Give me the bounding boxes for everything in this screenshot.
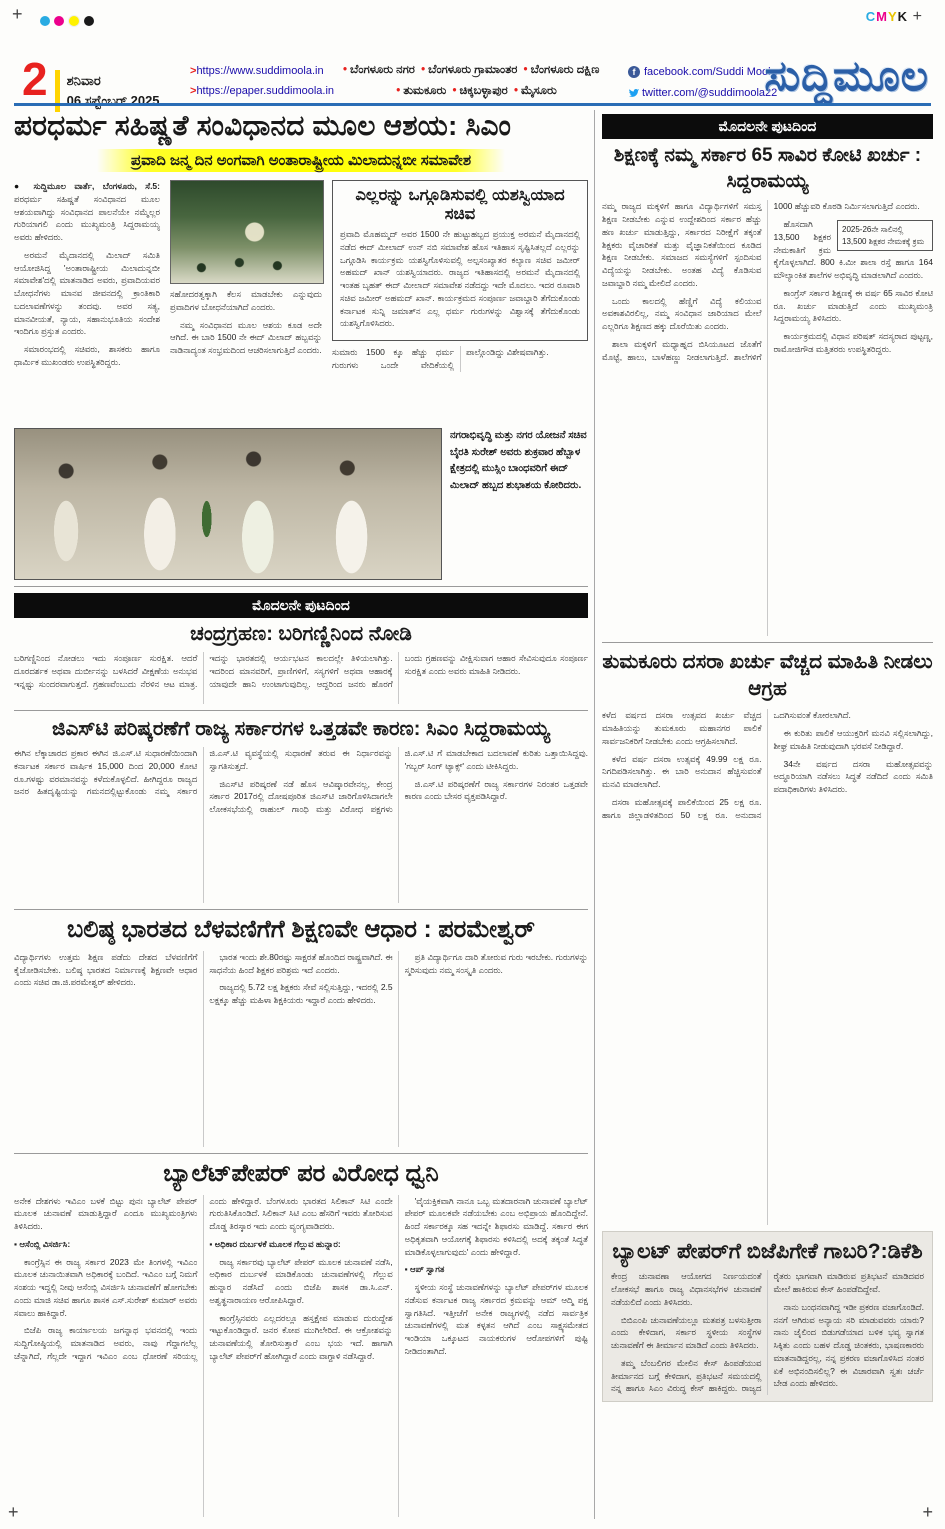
bullet-icon: • — [396, 84, 401, 97]
gst-body — [14, 747, 588, 903]
social-links — [628, 62, 777, 104]
twitter-handle[interactable]: twitter.com/@suddimoola22 — [642, 86, 778, 99]
epaper-url[interactable]: https://epaper.suddimoola.in — [196, 84, 335, 97]
subhead-bullet-icon: ▪ — [404, 1264, 411, 1275]
moon-body — [14, 652, 588, 704]
gst-headline: ಜಿಎಸ್‌ಟಿ ಪರಿಷ್ಕರಣೆಗೆ ರಾಜ್ಯ ಸರ್ಕಾರಗಳ ಒತ್ತಡವೇ ಕಾರಣ: ಸಿಎಂ ಸಿದ್ದರಾಮಯ್ಯ — [52, 718, 550, 740]
parameshwar-paragraph: ವಿದ್ಯಾರ್ಥಿಗಳು ಉತ್ತಮ ಶಿಕ್ಷಣ ಪಡೆದು ದೇಶದ ಬೆಳವಣಿಗೆಗೆ ಕೈಜೋಡಿಸಬೇಕು. ಬಲಿಷ್ಠ ಭಾರತದ ನಿರ್ಮಾಣಕ್ಕೆ ಶಿಕ್ಷಣವೇ ಆಧಾರ ಎಂದು ಸಚಿವ ಡಾ.ಜಿ.ಪರಮೇಶ್ವರ್ ಹೇಳಿದರು. — [14, 951, 198, 988]
boxed-subarticle-text: ಪ್ರವಾದಿ ಮೊಹಮ್ಮದ್ ಅವರ 1500 ನೇ ಹುಟ್ಟುಹಬ್ಬದ ಪ್ರಯುಕ್ತ ಅರಮನೆ ಮೈದಾನದಲ್ಲಿ ನಡೆದ ಈದ್ ಮೀಲಾದ್ ಉನ್ ನಬಿ ಸಮಾವೇಶ ಹೊಸ ಇತಿಹಾಸ ಸೃಷ್ಟಿಸಿತಲ್ಲದೆ ಎಲ್ಲರನ್ನು ಒಗ್ಗೂಡಿಸಿ ಕಾರ್ಯಕ್ರಮ ಯಶಸ್ವಿಗೊಳಿಸುವಲ್ಲಿ ಅಲ್ಪಸಂಖ್ಯಾತರ ಕಲ್ಯಾಣ ಸಚಿವ ಜಮೀರ್ ಅಹಮದ್ ಖಾನ್ ಯಶಸ್ವಿಯಾದರು. ರಾಜ್ಯದ ಇತಿಹಾಸದಲ್ಲಿ ಅರಮನೆ ಮೈದಾನದಲ್ಲಿ ಇಂತಹ ಬೃಹತ್ ಈದ್ ಮೀಲಾದ್ ಸಮಾವೇಶ ನಡೆದದ್ದು ಇದೇ ಮೊದಲು. ಇದರ ರೂವಾರಿ ಸಚಿವ ಜಮೀರ್ ಅಹಮದ್ ಖಾನ್. ಕಾರ್ಯಕ್ರಮದ ಸಂಪೂರ್ಣ ಜವಾಬ್ದಾರಿ ತೆಗೆದುಕೊಂಡು ಕರ್ನಾಟಕ ಸುನ್ನಿ ಜಮಾತ್‌ನ ಎಲ್ಲ ಧರ್ಮ ಗುರುಗಳನ್ನು ವಿಶ್ವಾಸಕ್ಕೆ ತೆಗೆದುಕೊಂಡು ಯಶಸ್ವಿಗೊಳಿಸಿದರು. — [340, 229, 580, 329]
ballot-body — [14, 1195, 588, 1517]
divider — [14, 586, 588, 587]
dks-paragraph: ಕೇಂದ್ರ ಚುನಾವಣಾ ಆಯೋಗದ ನಿರ್ಣಯದಂತೆ ಲೋಕಸಭೆ ಹಾಗೂ ರಾಜ್ಯ ವಿಧಾನಸಭೆಗಳ ಚುನಾವಣೆ ನಡೆಯಲಿದೆ ಎಂದು ತಿಳಿಸಿದರು. — [611, 1271, 762, 1307]
education-paragraph: ಕಾಂಗ್ರೆಸ್ ಸರ್ಕಾರ ಶಿಕ್ಷಣಕ್ಕೆ ಈ ವರ್ಷ 65 ಸಾವಿರ ಕೋಟಿ ರೂ. ಖರ್ಚು ಮಾಡುತ್ತಿದೆ ಎಂದು ಮುಖ್ಯಮಂತ್ರಿ ಸಿದ್ದರಾಮಯ್ಯ ತಿಳಿಸಿದರು. — [773, 287, 933, 324]
cmyk-label — [866, 8, 923, 26]
divider — [14, 710, 588, 711]
education-headline: ಶಿಕ್ಷಣಕ್ಕೆ ನಮ್ಮ ಸರ್ಕಾರ 65 ಸಾವಿರ ಕೋಟಿ ಖರ್ಚು : ಸಿದ್ದರಾಮಯ್ಯ — [613, 145, 922, 192]
eid-greeting-photo-row — [14, 428, 588, 580]
from-first-page-bar: ಮೊದಲನೇ ಪುಟದಿಂದ — [14, 593, 588, 618]
ballot-paragraph: 'ವೈಯಕ್ತಿಕವಾಗಿ ನಾನೂ ಒಬ್ಬ ಮತದಾರನಾಗಿ ಚುನಾವಣೆ ಬ್ಯಾಲೆಟ್ ಪೇಪರ್ ಮೂಲಕವೇ ನಡೆಯಬೇಕು ಎಂಬ ಅಭಿಪ್ರಾಯ ಹೊಂದಿದ್ದೇನೆ. ಹಿಂದೆ ಸರ್ಕಾರಕ್ಕೂ ಸಹ ಇದನ್ನೇ ಶಿಫಾರಸು ಮಾಡಿದ್ದೆ. ಸರ್ಕಾರ ಈಗ ಅಧಿಕೃತವಾಗಿ ಆಯೋಗಕ್ಕೆ ಶಿಫಾರಸು ಕಳಿಸಿದಲ್ಲಿ ಅದಕ್ಕೆ ತಕ್ಕಂತೆ ಸಿದ್ಧತೆ ಮಾಡಿಕೊಳ್ಳಲಾಗುವುದು' ಎಂದು ಹೇಳಿದ್ದಾರೆ. — [404, 1195, 588, 1257]
divider — [14, 909, 588, 910]
lead-article — [14, 180, 588, 424]
education-paragraph: ಕಾರ್ಯಕ್ರಮದಲ್ಲಿ ವಿಧಾನ ಪರಿಷತ್ ಸದಸ್ಯರಾದ ಪುಟ್ಟಣ್ಣ, ರಾಮೋಜಿಗೌಡ ಮತ್ತಿತರರು ಉಪಸ್ಥಿತರಿದ್ದರು. — [773, 331, 933, 354]
tumkur-paragraph: 34ನೇ ವರ್ಷದ ದಸರಾ ಮಹೋತ್ಸವವನ್ನು ಅದ್ಧೂರಿಯಾಗಿ ನಡೆಸಲು ಸಿದ್ಧತೆ ನಡೆದಿದೆ ಎಂದು ಸಮಿತಿ ಪದಾಧಿಕಾರಿಗಳು ತಿಳಿಸಿದರು. — [773, 758, 933, 795]
cmyk-dots — [40, 12, 98, 30]
crop-mark-bottom-left: + — [8, 1502, 19, 1522]
lead-paragraph: ಸಮಾರಂಭದಲ್ಲಿ ಸಚಿವರು, ಶಾಸಕರು ಹಾಗೂ ಧಾರ್ಮಿಕ ಮುಖಂಡರು ಉಪಸ್ಥಿತರಿದ್ದರು. — [14, 344, 160, 367]
cmyk-k: K — [897, 9, 909, 24]
ballot-paragraph: ಕಾಂಗ್ರೆಸ್ಸಿನವರು ಎಲ್ಲದರಲ್ಲೂ ಹಸ್ತಕ್ಷೇಪ ಮಾಡುವ ದುರುದ್ದೇಶ ಇಟ್ಟುಕೊಂಡಿದ್ದಾರೆ. ಜನರ ಕೋಪ ಮುಗಿಲೇರಿದೆ. ಈ ಆಕ್ರೋಶವನ್ನು ಚುನಾವಣೆಯಲ್ಲಿ ತೋರಿಸುತ್ತಾರೆ ಎಂಬ ಭಯ ಇದೆ. ಹಾಗಾಗಿ ಬ್ಯಾಲೆಟ್ ಪೇಪರ್‌ಗೆ ಹೋಗಿದ್ದಾರೆ ಎಂದು ವಾಗ್ದಾಳಿ ನಡೆಸಿದ್ದಾರೆ. — [209, 1312, 393, 1361]
parameshwar-paragraph: ರಾಜ್ಯದಲ್ಲಿ 5.72 ಲಕ್ಷ ಶಿಕ್ಷಕರು ಸೇವೆ ಸಲ್ಲಿಸುತ್ತಿದ್ದು, ಇದರಲ್ಲಿ 2.5 ಲಕ್ಷಕ್ಕೂ ಹೆಚ್ಚು ಮಹಿಳಾ ಶಿಕ್ಷಕಿಯರು ಇದ್ದಾರೆ ಎಂದು ಹೇಳಿದರು. — [209, 982, 393, 1006]
ballot-paragraph: ಕಾಂಗ್ರೆಸ್ಸಿನ ಈ ರಾಜ್ಯ ಸರ್ಕಾರ 2023 ಮೇ ತಿಂಗಳಲ್ಲಿ ಇವಿಎಂ ಮೂಲಕ ಚುನಾಯಿತವಾಗಿ ಅಧಿಕಾರಕ್ಕೆ ಬಂದಿದೆ. ಇವಿಎಂ ಬಗ್ಗೆ ನಿಮಗೆ ಸಂಶಯ ಇದ್ದಲ್ಲಿ ನೀವು ಆಸೆಂಬ್ಲಿ ವಿಸರ್ಜಿಸಿ ಚುನಾವಣೆಗೆ ಹೋಗಬೇಕು ಎಂದು ಮಾಜಿ ಸಚಿವ ಹಾಗೂ ಶಾಸಕ ಎಸ್.ಸುರೇಶ್ ಕುಮಾರ್ ಅವರು ಸವಾಲು ಹಾಕಿದ್ದಾರೆ. — [14, 1256, 198, 1318]
parameshwar-paragraph: ಪ್ರತಿ ವಿದ್ಯಾರ್ಥಿಗೂ ದಾರಿ ತೋರುವ ಗುರು ಇರಬೇಕು. ಗುರುಗಳನ್ನು ಸ್ಮರಿಸುವುದು ನಮ್ಮ ಸಂಸ್ಕೃತಿ ಎಂದರು. — [404, 951, 588, 975]
photo1-caption: ಸಹೋದರತ್ವಕ್ಕಾಗಿ ಕೆಲಸ ಮಾಡಬೇಕು ಎನ್ನುವುದು ಪ್ರವಾದಿಗಳ ಬೋಧನೆಯಾಗಿದೆ ಎಂದರು. — [170, 289, 322, 312]
ballot-paragraph: ಅನೇಕ ದೇಶಗಳು ಇವಿಎಂ ಬಳಕೆ ಬಿಟ್ಟು ಪುನಃ ಬ್ಯಾಲೆಟ್ ಪೇಪರ್ ಮೂಲಕ ಚುನಾವಣೆ ಮಾಡುತ್ತಿದ್ದಾರೆ ಎಂದೂ ಮುಖ್ಯಮಂತ್ರಿಗಳು ತಿಳಿಸಿದರು. — [14, 1195, 198, 1232]
milad-convention-photo — [170, 180, 324, 284]
dks-body — [611, 1270, 924, 1395]
boxed-subarticle-body — [340, 228, 580, 330]
cmyk-m: M — [876, 9, 888, 24]
cyan-dot-icon — [40, 16, 50, 26]
location-bengaluru-dakshina: ಬೆಂಗಳೂರು ದಕ್ಷಿಣ — [530, 64, 600, 76]
parameshwar-paragraph: ಭಾರತ ಇಂದು ಶೇ.80ರಷ್ಟು ಸಾಕ್ಷರತೆ ಹೊಂದಿದ ರಾಷ್ಟ್ರವಾಗಿದೆ. ಈ ಸಾಧನೆಯ ಹಿಂದೆ ಶಿಕ್ಷಕರ ಪರಿಶ್ರಮ ಇದೆ ಎಂದರು. — [209, 951, 393, 975]
location-bengaluru-gramantara: ಬೆಂಗಳೂರು ಗ್ರಾಮಾಂತರ — [428, 64, 518, 76]
ballot-subhead — [405, 1263, 588, 1276]
location-bengaluru-nagara: ಬೆಂಗಳೂರು ನಗರ — [350, 64, 415, 76]
website-links — [190, 62, 334, 102]
locations-line-1 — [340, 60, 610, 81]
website-link-row — [190, 62, 334, 82]
lead-continuation — [332, 346, 588, 372]
website-url[interactable]: https://www.suddimoola.in — [196, 65, 324, 77]
bullet-icon: • — [513, 84, 518, 97]
tumkur-dasara-headline: ತುಮಕೂರು ದಸರಾ ಖರ್ಚು ವೆಚ್ಚದ ಮಾಹಿತಿ ನೀಡಲು ಆಗ್ರಹ — [602, 651, 933, 701]
parameshwar-body — [14, 951, 588, 1147]
moon-paragraph: ಬರಿಗಣ್ಣಿನಿಂದ ನೋಡಲು ಇದು ಸಂಪೂರ್ಣ ಸುರಕ್ಷಿತ. ಆದರೆ ದೂರದರ್ಶಕ ಅಥವಾ ದುರ್ಬೀನನ್ನು ಬಳಸಿದರೆ ವೀಕ್ಷಣೆಯ ಅನುಭವ ಇನ್ನಷ್ಟು ಸುಂದರವಾಗುತ್ತದೆ. ಗ್ರಹಣವೆಂಬುದು ನೆರಳಿನ ಆಟ ಮಾತ್ರ. ಇದನ್ನು ಭಾರತದಲ್ಲಿ ಆರ್ಯಭಟನ ಕಾಲದಲ್ಲೇ ತಿಳಿಯಲಾಗಿತ್ತು. ಇದರಿಂದ ಮಾನವರಿಗೆ, ಪ್ರಾಣಿಗಳಿಗೆ, ಸಸ್ಯಗಳಿಗೆ ಅಥವಾ ಆಹಾರಕ್ಕೆ ಯಾವುದೇ ಹಾನಿ ಉಂಟಾಗುವುದಿಲ್ಲ. ಆದ್ದರಿಂದ ಜನರು ಹೊರಗೆ ಬಂದು ಗ್ರಹಣವನ್ನು ವೀಕ್ಷಿಸುವಾಗ ಆಹಾರ ಸೇವಿಸುವುದೂ ಸಂಪೂರ್ಣ ಸುರಕ್ಷಿತ ಎಂದು ಅವರು ಮಾಹಿತಿ ನೀಡಿದರು. — [14, 653, 588, 689]
gst-paragraph: ಈಗಿನ ಲೆಕ್ಕಾಚಾರದ ಪ್ರಕಾರ ಈಗಿನ ಜಿ.ಎಸ್.ಟಿ ಸುಧಾರಣೆಯಿಂದಾಗಿ ಕರ್ನಾಟಕ ಸರ್ಕಾರ ವಾರ್ಷಿಕ 15,000 ದಿಂದ 20,000 ಕೋಟಿ ರೂ.ಗಳಷ್ಟು ವರಮಾನವನ್ನು ಕಳೆದುಕೊಳ್ಳಲಿದೆ. ಹೀಗಿದ್ದರೂ ರಾಜ್ಯದ ಜನರ ಹಿತದೃಷ್ಟಿಯನ್ನು ಗಮನದಲ್ಲಿಟ್ಟುಕೊಂಡು ನಮ್ಮ ಸರ್ಕಾರ ಜಿ.ಎಸ್.ಟಿ ವ್ಯವಸ್ಥೆಯಲ್ಲಿ ಸುಧಾರಣೆ ತರುವ ಈ ನಿರ್ಧಾರವನ್ನು ಸ್ವಾಗತಿಸುತ್ತದೆ. — [14, 748, 393, 797]
boxed-subarticle-title: ಎಲ್ಲರನ್ನು ಒಗ್ಗೂಡಿಸುವಲ್ಲಿ ಯಶಸ್ವಿಯಾದ ಸಚಿವ — [355, 186, 565, 223]
header-rule — [14, 103, 931, 106]
epaper-link-row — [190, 82, 334, 102]
day-label: ಶನಿವಾರ — [66, 73, 101, 89]
lead-kicker-wrap — [14, 149, 588, 172]
chevron-icon: > — [190, 84, 197, 97]
ballot-subhead-text: ಆಪ್ ಸ್ವಾಗತ — [410, 1264, 445, 1275]
crop-mark-top-left: + — [12, 4, 23, 24]
location-mysuru: ಮೈಸೂರು — [520, 84, 557, 97]
education-paragraph: ಹೊಸದಾಗಿ 13,500 ಶಿಕ್ಷಕರ ನೇಮಕಾತಿಗೆ ಕ್ರಮ ಕೈಗೊಳ್ಳಲಾಗಿದೆ. 800 ಕಿ.ಮೀ ಶಾಲಾ ರಸ್ತೆ ಹಾಗೂ 164 ಮೌಲ್ಯಾಂಕಿತ ಶಾಲೆಗಳ ಅಭಿವೃದ್ಧಿ ಮಾಡಲಾಗಿದೆ ಎಂದರು. — [773, 219, 933, 281]
ballot-paragraph: ಸ್ಥಳೀಯ ಸಂಸ್ಥೆ ಚುನಾವಣೆಗಳನ್ನು ಬ್ಯಾಲೆಟ್ ಪೇಪರ್‌ಗಳ ಮೂಲಕ ನಡೆಸುವ ಕರ್ನಾಟಕ ರಾಜ್ಯ ಸರ್ಕಾರದ ಕ್ರಮವನ್ನು ಆಮ್ ಆದ್ಮಿ ಪಕ್ಷ ಸ್ವಾಗತಿಸಿದೆ. ಇತ್ತೀಚೆಗೆ ಅನೇಕ ರಾಜ್ಯಗಳಲ್ಲಿ ನಡೆದ ಸಾರ್ವತ್ರಿಕ ಚುನಾವಣೆಗಳಲ್ಲಿ ಮತ ಕಳ್ಳತನ ಆಗಿದೆ ಎಂಬ ಸಾಕ್ಷ್ಯಸಮೇತದ ಇಂಡಿಯಾ ಒಕ್ಕೂಟದ ನಾಯಕರುಗಳ ಆರೋಪಗಳಿಗೆ ಪುಷ್ಟಿ ನೀಡಿದಂತಾಗಿದೆ. — [404, 1282, 588, 1356]
moon-headline: ಚಂದ್ರಗ್ರಹಣ: ಬರಿಗಣ್ಣಿನಿಂದ ನೋಡಿ — [190, 623, 412, 645]
photo1-caption-block — [170, 288, 322, 357]
byline-bullet-icon: ● — [14, 181, 26, 191]
ballot-paragraph: ರಾಜ್ಯ ಸರ್ಕಾರವು ಬ್ಯಾಲೆಟ್ ಪೇಪರ್ ಮೂಲಕ ಚುನಾವಣೆ ನಡೆಸಿ, ಅಧಿಕಾರ ದುರ್ಬಳಕೆ ಮಾಡಿಕೊಂಡು ಚುನಾವಣೆಗಳಲ್ಲಿ ಗೆಲ್ಲುವ ಹುನ್ನಾರ ನಡೆಸಿದೆ ಎಂದು ಬಿಜೆಪಿ ಶಾಸಕ ಡಾ.ಸಿ.ಎನ್. ಅಶ್ವತ್ಥನಾರಾಯಣ ಆರೋಪಿಸಿದ್ದಾರೆ. — [209, 1256, 393, 1305]
location-tumakuru: ತುಮಕೂರು — [403, 84, 447, 97]
gst-paragraph: ಜಿಎಸ್‌ಟಿ ಪರಿಷ್ಕರಣೆ ನಡೆ ಹೊಸ ಆವಿಷ್ಕಾರವೇನಲ್ಲ, ಕೇಂದ್ರ ಸರ್ಕಾರ 2017ರಲ್ಲಿ ದೋಷಪೂರಿತ ಜಿಎಸ್‌ಟಿ ಜಾರಿಗೊಳಿಸಿದಾಗಲೇ ಲೋಕಸಭೆಯಲ್ಲಿ ರಾಹುಲ್ ಗಾಂಧಿ ಮತ್ತು ವಿರೋಧ ಪಕ್ಷಗಳು ಜಿ.ಎಸ್.ಟಿ ಗೆ ಮಾಡಬೇಕಾದ ಬದಲಾವಣೆ ಕುರಿತು ಒತ್ತಾಯಿಸಿದ್ದವು. 'ಗಬ್ಬರ್ ಸಿಂಗ್ ಟ್ಯಾಕ್ಸ್' ಎಂದು ಟೀಕಿಸಿದ್ದರು. — [209, 748, 588, 814]
ballot-subhead — [209, 1238, 392, 1251]
crop-mark-bottom-right: + — [922, 1502, 933, 1522]
dks-paragraph: ನಾನು ಬಂಧನವಾಗಿದ್ದ ಇಡೀ ಪ್ರಕರಣ ವಜಾಗೊಂಡಿದೆ. ನನಗೆ ಆಗಿರುವ ಅನ್ಯಾಯ ಸರಿ ಮಾಡುವವರು ಯಾರು? ನಾನು ಜೈಲಿಂದ ಬಿಡುಗಡೆಯಾದ ಬಳಿಕ ಭವ್ಯ ಸ್ವಾಗತ ಸಿಕ್ಕಿತು ಎಂದು ಬಹಳ ದೊಡ್ಡ ಚಿಂತಕರು, ಭಾಷಣಕಾರರು ಮಾತನಾಡಿದ್ದರಲ್ಲ, ನನ್ನ ಪ್ರಕರಣ ವಜಾಗೊಳಿಸಿದ ನಂತರ ಏಕೆ ಅಭಿನಂದಿಸಲಿಲ್ಲ? ಈ ವಿಚಾರವಾಗಿ ಸ್ವತಃ ಚರ್ಚೆ ಬೇಡ ಎಂದು ಹೇಳಿದರು. — [773, 1301, 924, 1389]
twitter-icon — [628, 87, 639, 98]
column-separator — [594, 110, 595, 1519]
bullet-icon: • — [452, 84, 457, 97]
education-body — [602, 200, 933, 636]
lead-paragraph: ಸುಮಾರು 1500 ಕ್ಕೂ ಹೆಚ್ಚು ಧರ್ಮ ಗುರುಗಳು ಒಂದೇ ವೇದಿಕೆಯಲ್ಲಿ ಪಾಲ್ಗೊಂಡಿದ್ದು ವಿಶೇಷವಾಗಿತ್ತು. — [332, 347, 549, 370]
boxed-subarticle — [332, 180, 588, 341]
yellow-dot-icon — [68, 15, 80, 27]
tumkur-paragraph: ದಸರಾ ಮಹೋತ್ಸವಕ್ಕೆ ಪಾಲಿಕೆಯಿಂದ 25 ಲಕ್ಷ ರೂ. ಹಾಗೂ ಜಿಲ್ಲಾಡಳಿತದಿಂದ 50 ಲಕ್ಷ ರೂ. ಅನುದಾನ ಒದಗಿಸುವಂತೆ ಕೋರಲಾಗಿದೆ. — [602, 710, 851, 820]
cmyk-y: Y — [887, 9, 898, 24]
facebook-row — [628, 62, 777, 83]
chevron-icon: > — [190, 65, 197, 77]
gst-paragraph: ಜಿ.ಎಸ್.ಟಿ ಪರಿಷ್ಕರಣೆಗೆ ರಾಜ್ಯ ಸರ್ಕಾರಗಳ ನಿರಂತರ ಒತ್ತಡವೇ ಕಾರಣ ಎಂದು ಬೇಸರ ವ್ಯಕ್ತಪಡಿಸಿದ್ದಾರೆ. — [404, 778, 588, 802]
ballot-headline: ಬ್ಯಾಲೆಟ್‌ಪೇಪರ್ ಪರ ವಿರೋಧ ಧ್ವನಿ — [163, 1159, 439, 1187]
education-paragraph: ನಮ್ಮ ರಾಜ್ಯದ ಮಕ್ಕಳಿಗೆ ಹಾಗೂ ವಿದ್ಯಾರ್ಥಿಗಳಿಗೆ ಸಮಸ್ತ ಶಿಕ್ಷಣ ನೀಡಬೇಕು ಎನ್ನುವ ಉದ್ದೇಶದಿಂದ ಸರ್ಕಾರ ಹೆಚ್ಚು ಹಣ ಖರ್ಚು ಮಾಡುತ್ತಿದ್ದು, ಸರ್ಕಾರದ ನಿರೀಕ್ಷೆಗೆ ತಕ್ಕಂತೆ ಶಿಕ್ಷಕರು ವೈಚಾರಿಕತೆ ಮತ್ತು ವೈಜ್ಞಾನಿಕತೆಯಿಂದ ಕೂಡಿದ ಶಿಕ್ಷಣ ನೀಡಬೇಕು. ಸಮಾಜದ ಸಮಸ್ಯೆಗಳಿಗೆ ಸ್ಪಂದಿಸುವ ವಿದ್ಯೆಯನ್ನು ನೀಡಬೇಕು. ಅಂತಹ ವಿದ್ಯೆ ಕೊಡಿಸುವ ಜವಾಬ್ದಾರಿ ನಮ್ಮ ಮೇಲಿದೆ ಎಂದರು. — [602, 201, 762, 288]
subhead-bullet-icon: ▪ — [209, 1238, 215, 1249]
lead-kicker: ಪ್ರವಾದಿ ಜನ್ಮ ದಿನ ಅಂಗವಾಗಿ ಅಂತಾರಾಷ್ಟ್ರೀಯ ಮಿಲಾದುನ್ನಬೀ ಸಮಾವೇಶ — [97, 149, 505, 172]
facebook-icon: f — [628, 66, 640, 78]
ballot-subhead — [14, 1238, 197, 1251]
education-inset-box: 2025-26ನೇ ಸಾಲಿನಲ್ಲಿ 13,500 ಶಿಕ್ಷಕರ ನೇಮಕಕ್ಕೆ ಕ್ರಮ — [837, 220, 933, 251]
newspaper-masthead: ಸುದ್ದಿಮೂಲ — [764, 52, 929, 99]
lead-body-text: ಪರಧರ್ಮ ಸಹಿಷ್ಣತೆ ಸಂವಿಧಾನದ ಮೂಲ ಆಶಯವಾಗಿದ್ದು ಸಂವಿಧಾನದ ಪಾಲನೆಯೇ ನಮ್ಮೆಲ್ಲರ ಗುರಿಯಾಗಲಿ ಎಂದು ಮುಖ್ಯಮಂತ್ರಿ ಸಿದ್ದರಾಮಯ್ಯ ಅವರು ಹೇಳಿದರು. — [14, 193, 160, 242]
lead-column-1 — [14, 180, 160, 424]
bullet-icon: • — [523, 64, 528, 76]
dks-paragraph: ತಮ್ಮ ಬೆಂಬಲಿಗರ ಮೇಲಿನ ಕೇಸ್ ಹಿಂಪಡೆಯುವ ತೀರ್ಮಾನದ ಬಗ್ಗೆ ಕೇಳಿದಾಗ, ಪ್ರತಿಭಟನೆ ಸಮಯದಲ್ಲಿ ನನ್ನ ಹಾಗೂ ಸಿಎಂ ವಿರುದ್ಧ ಕೇಸ್ ಹಾಕಿದ್ದರು. ರಾಜ್ಯದ ರೈತರು ಭಾಗವಾಗಿ ಮಾಡಿರುವ ಪ್ರತಿಭಟನೆ ಮಾಡಿದವರ ಮೇಲೆ ಹಾಕಿರುವ ಕೇಸ್ ಹಿಂಪಡೆದಿದ್ದೇವೆ. — [611, 1271, 924, 1394]
tumkur-paragraph: ಈ ಕುರಿತು ಪಾಲಿಕೆ ಆಯುಕ್ತರಿಗೆ ಮನವಿ ಸಲ್ಲಿಸಲಾಗಿದ್ದು, ಶೀಘ್ರ ಮಾಹಿತಿ ನೀಡುವುದಾಗಿ ಭರವಸೆ ನೀಡಿದ್ದಾರೆ. — [773, 728, 933, 751]
lead-column-3 — [332, 180, 588, 424]
from-first-page-bar: ಮೊದಲನೇ ಪುಟದಿಂದ — [602, 114, 933, 139]
lead-column-2 — [170, 180, 322, 424]
lead-byline: ಸುದ್ದಿಮೂಲ ವಾರ್ತೆ, ಬೆಂಗಳೂರು, ಸೆ.5: — [33, 181, 160, 191]
page-number: 2 — [22, 53, 48, 105]
ballot-subhead-text: ಅಧಿಕಾರ ದುರ್ಬಳಕೆ ಮೂಲಕ ಗೆಲ್ಲುವ ಹುನ್ನಾರ: — [214, 1238, 341, 1249]
ballot-subhead-text: ಆಸೆಂಬ್ಲಿ ವಿಸರ್ಜಿಸಿ: — [19, 1238, 71, 1249]
lead-paragraph — [14, 180, 160, 244]
crop-mark-top-right: + — [912, 8, 923, 25]
dks-paragraph: ಬಿಬಿಎಂಪಿ ಚುನಾವಣೆಯಲ್ಲೂ ಮತಪತ್ರ ಬಳಸುತ್ತೀರಾ ಎಂದು ಕೇಳಿದಾಗ, ಸರ್ಕಾರ ಸ್ಥಳೀಯ ಸಂಸ್ಥೆಗಳ ಚುನಾವಣೆಗೆ ಈ ತೀರ್ಮಾನ ಮಾಡಿದೆ ಎಂದು ತಿಳಿಸಿದರು. — [611, 1314, 762, 1351]
tumkur-paragraph: ಕಳೆದ ವರ್ಷ ದಸರಾ ಉತ್ಸವಕ್ಕೆ 49.99 ಲಕ್ಷ ರೂ. ನಿಗದಿಪಡಿಸಲಾಗಿತ್ತು. ಈ ಬಾರಿ ಅನುದಾನ ಹೆಚ್ಚಿಸುವಂತೆ ಮನವಿ ಮಾಡಲಾಗಿದೆ. — [602, 753, 762, 790]
left-zone — [14, 108, 588, 1517]
divider — [602, 642, 933, 643]
tumkur-paragraph: ಕಳೆದ ವರ್ಷದ ದಸರಾ ಉತ್ಸವದ ಖರ್ಚು ವೆಚ್ಚದ ಮಾಹಿತಿಯನ್ನು ತುಮಕೂರು ಮಹಾನಗರ ಪಾಲಿಕೆ ಸಾರ್ವಜನಿಕರಿಗೆ ನೀಡಬೇಕು ಎಂದು ಆಗ್ರಹಿಸಲಾಗಿದೆ. — [602, 710, 762, 746]
bullet-icon: • — [421, 64, 426, 76]
date-label: 06 ಸಪ್ಟೆಂಬರ್ 2025 — [66, 92, 160, 108]
magenta-dot-icon — [54, 16, 64, 26]
eid-photo-caption: ನಗರಾಭಿವೃದ್ಧಿ ಮತ್ತು ನಗರ ಯೋಜನೆ ಸಚಿವ ಬೈರತಿ ಸುರೇಶ್ ಅವರು ಶುಕ್ರವಾರ ಹೆಬ್ಬಾಳ ಕ್ಷೇತ್ರದಲ್ಲಿ ಮುಸ್ಲಿಂ ಬಾಂಧವರಿಗೆ ಈದ್ ಮಿಲಾದ್ ಹಬ್ಬದ ಶುಭಾಶಯ ಕೋರಿದರು. — [450, 430, 587, 491]
eid-milad-street-photo — [14, 428, 442, 580]
twitter-row — [628, 83, 777, 104]
bullet-icon: • — [343, 64, 348, 76]
facebook-handle[interactable]: facebook.com/Suddi Moola — [644, 66, 777, 78]
ballot-paragraph: ಬಿಜೆಪಿ ರಾಜ್ಯ ಕಾರ್ಯಾಲಯ ಜಗನ್ನಾಥ ಭವನದಲ್ಲಿ ಇಂದು ಸುದ್ದಿಗೋಷ್ಠಿಯಲ್ಲಿ ಮಾತನಾಡಿದ ಅವರು, ನಾವು ಗೆದ್ದಾಗಲೆಲ್ಲ ಚೆನ್ನಾಗಿದೆ, ಗೆಲ್ಲದೇ ಇದ್ದಾಗ ಇವಿಎಂ ಎಂಬ ಧೋರಣೆ ಸರಿಯಲ್ಲ ಎಂದು ಹೇಳಿದ್ದಾರೆ. ಬೆಂಗಳೂರು ಭಾರತದ ಸಿಲಿಕಾನ್ ಸಿಟಿ ಎಂದೇ ಗುರುತಿಸಿಕೊಂಡಿದೆ. ಸಿಲಿಕಾನ್ ಸಿಟಿ ಎಂಬ ಹೆಸರಿಗೆ ಇವರು ತೋರಿಸುವ ದೊಡ್ಡ ತಿರಸ್ಕಾರ ಇದು ಎಂದು ವ್ಯಂಗ್ಯವಾಡಿದರು. — [14, 1195, 393, 1361]
lead-paragraph: ನಮ್ಮ ಸಂವಿಧಾನದ ಮೂಲ ಆಶಯ ಕೂಡ ಅದೇ ಆಗಿದೆ. ಈ ಬಾರಿ 1500 ನೇ ಈದ್ ಮಿಲಾದ್ ಹಬ್ಬವನ್ನು ನಾಡಿನಾದ್ಯಂತ ಸಂಭ್ರಮದಿಂದ ಆಚರಿಸಲಾಗುತ್ತಿದೆ ಎಂದರು. — [170, 319, 322, 355]
dks-ballot-box — [602, 1231, 933, 1402]
education-paragraph: ಶಾಲಾ ಮಕ್ಕಳಿಗೆ ಮಧ್ಯಾಹ್ನದ ಬಿಸಿಯೂಟದ ಜೊತೆಗೆ ಮೊಟ್ಟೆ, ಹಾಲು, ಬಾಳೆಹಣ್ಣು ನೀಡಲಾಗುತ್ತಿದೆ. ಶಾಲೆಗಳಿಗೆ 1000 ಹೆಚ್ಚುವರಿ ಕೊಠಡಿ ನಿರ್ಮಿಸಲಾಗುತ್ತಿದೆ ಎಂದರು. — [602, 201, 920, 362]
subhead-bullet-icon: ▪ — [14, 1238, 20, 1249]
right-zone — [602, 112, 933, 1402]
cmyk-c: C — [865, 9, 877, 24]
divider — [14, 1153, 588, 1154]
black-dot-icon — [84, 16, 94, 26]
education-paragraph: ಒಂದು ಕಾಲದಲ್ಲಿ ಹೆಣ್ಣಿಗೆ ವಿದ್ಯೆ ಕಲಿಯುವ ಅವಕಾಶವಿರಲಿಲ್ಲ, ನಮ್ಮ ಸಂವಿಧಾನ ಜಾರಿಯಾದ ಮೇಲೆ ಎಲ್ಲರಿಗೂ ಶಿಕ್ಷಣದ ಹಕ್ಕು ದೊರೆಯಿತು ಎಂದರು. — [602, 295, 762, 332]
lead-headline: ಪರಧರ್ಮ ಸಹಿಷ್ಣತೆ ಸಂವಿಧಾನದ ಮೂಲ ಆಶಯ: ಸಿಎಂ — [14, 110, 512, 141]
dks-headline: ಬ್ಯಾಲಟ್ ಪೇಪರ್‌ಗೆ ಬಿಜೆಪಿಗೇಕೆ ಗಾಬರಿ?:ಡಿಕೆಶಿ — [612, 1240, 923, 1264]
lead-paragraph: ಅರಮನೆ ಮೈದಾನದಲ್ಲಿ ಮಿಲಾದ್ ಸಮಿತಿ ಆಯೋಜಿಸಿದ್ದ 'ಅಂತಾರಾಷ್ಟ್ರೀಯ ಮಿಲಾದುನ್ನಬೀ ಸಮಾವೇಶ'ದಲ್ಲಿ ಮಾತನಾಡಿದ ಅವರು, ಪ್ರವಾದಿಯವರ ಬೋಧನೆಗಳು ಮಾನವ ಜೀವನದಲ್ಲಿ ಕ್ರಾಂತಿಕಾರಿ ಬದಲಾವಣೆಗಳನ್ನು ತಂದವು. ಅವರ ಸತ್ಯ, ಮಾನವೀಯತೆ, ನ್ಯಾಯ, ಸಹಾನುಭೂತಿಯ ಸಂದೇಶ ಇಂದಿಗೂ ಪ್ರಸ್ತುತ ಎಂದರು. — [14, 249, 160, 337]
parameshwar-headline: ಬಲಿಷ್ಠ ಭಾರತದ ಬೆಳವಣಿಗೆಗೆ ಶಿಕ್ಷಣವೇ ಆಧಾರ : ಪರಮೇಶ್ವರ್ — [67, 916, 535, 943]
tumkur-dasara-body — [602, 709, 933, 1225]
edition-locations — [340, 60, 610, 101]
locations-line-2 — [340, 81, 610, 102]
location-chikkaballapura: ಚಿಕ್ಕಬಳ್ಳಾಪುರ — [459, 84, 508, 97]
